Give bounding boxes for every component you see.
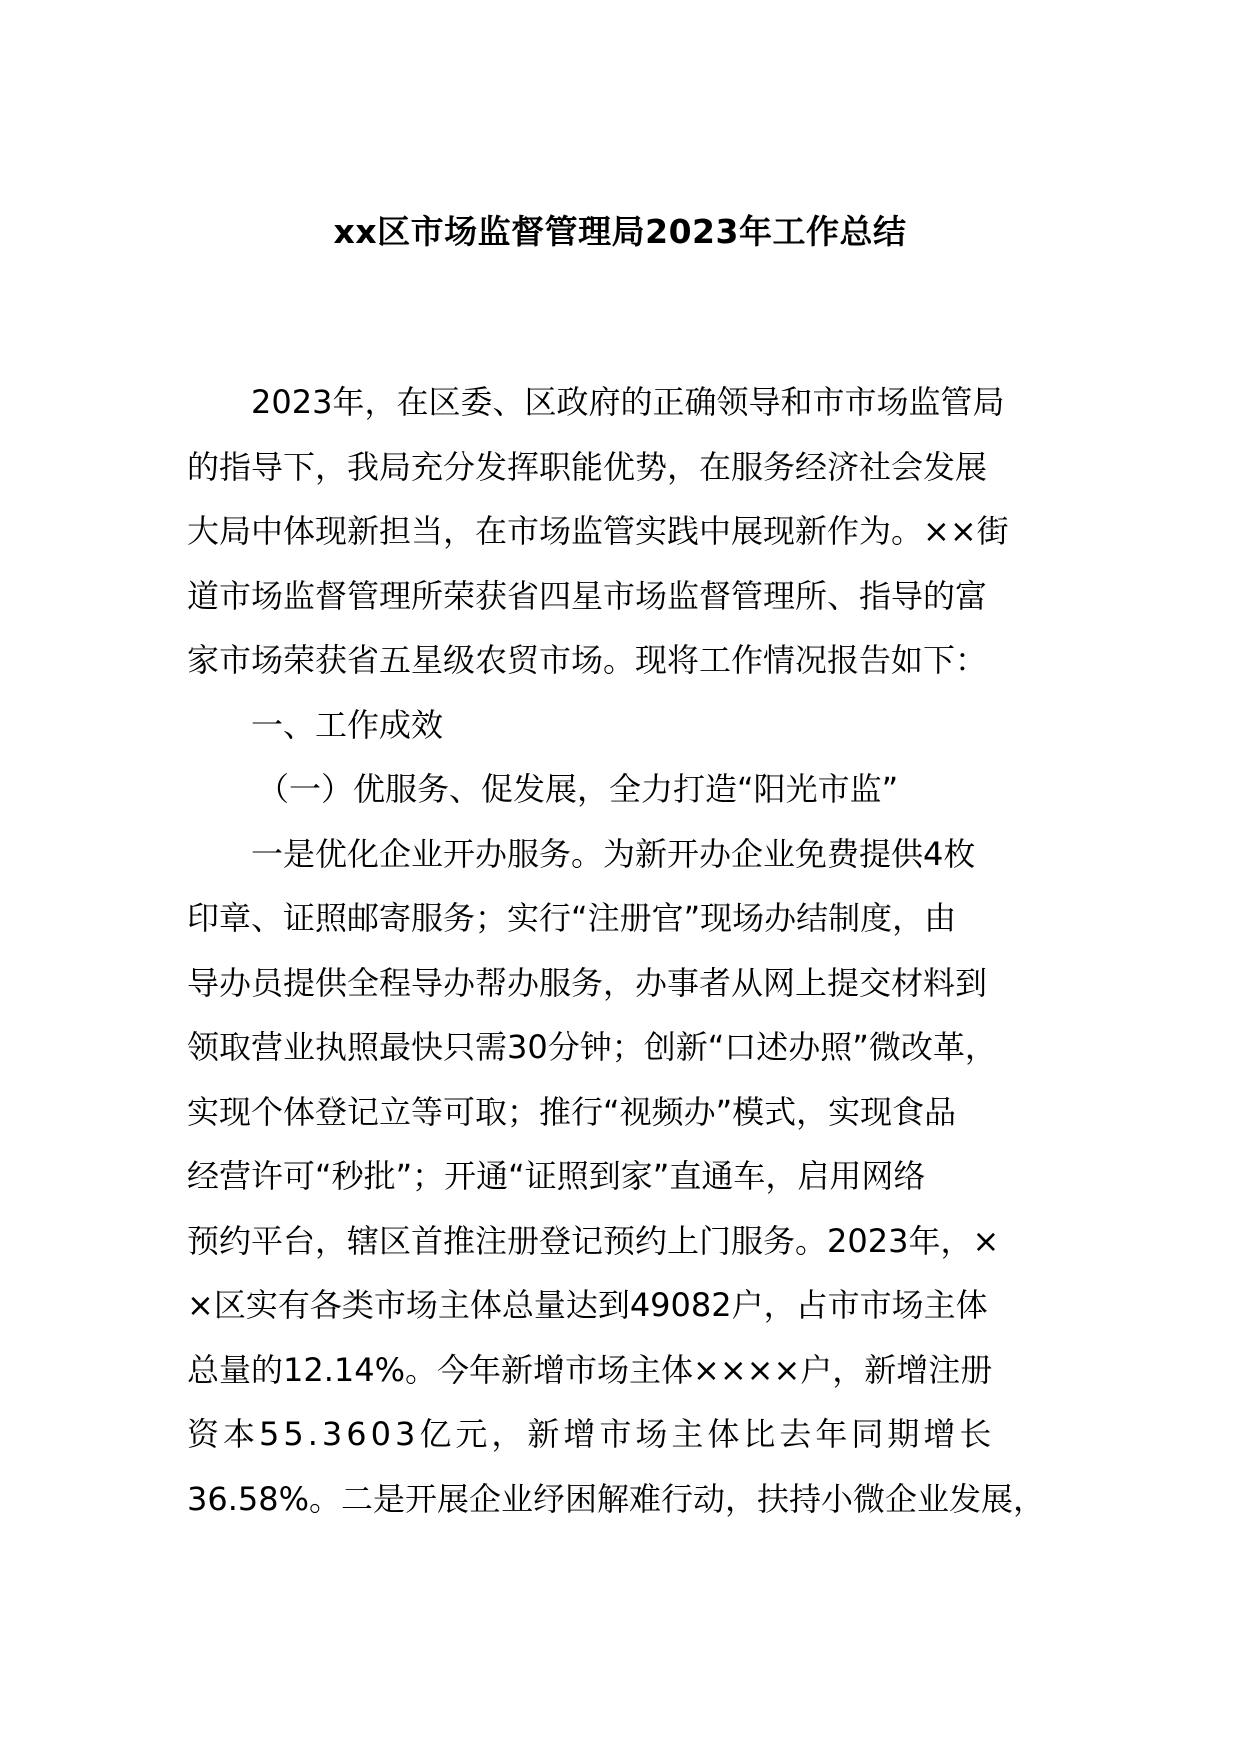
paragraph-line: 大局中体现新担当，在市场监管实践中展现新作为。××街 (187, 512, 1009, 550)
paragraph-line: ×区实有各类市场主体总量达到49082户，占市市场主体 (187, 1286, 988, 1324)
paragraph-line: 领取营业执照最快只需30分钟；创新“口述办照”微改革， (187, 1028, 997, 1066)
paragraph-line: 预约平台，辖区首推注册登记预约上门服务。2023年，× (187, 1221, 1000, 1260)
paragraph-line: 实现个体登记立等可取；推行“视频办”模式，实现食品 (187, 1092, 957, 1131)
paragraph-line: 导办员提供全程导办帮办服务，办事者从网上提交材料到 (187, 963, 988, 1002)
paragraph-line: 2023年，在区委、区政府的正确领导和市市场监管局 (251, 383, 1005, 421)
paragraph-line: 印章、证照邮寄服务；实行“注册官”现场办结制度，由 (187, 899, 957, 937)
document-body (187, 370, 1067, 1531)
paragraph-line: 36.58%。二是开展企业纾困解难行动，扶持小微企业发展， (187, 1479, 1046, 1518)
paragraph-line: 总量的12.14%。今年新增市场主体××××户，新增注册 (187, 1350, 993, 1389)
paragraph-line: 一是优化企业开办服务。为新开办企业免费提供4枚 (251, 834, 976, 873)
paragraph-line: 家市场荣获省五星级农贸市场。现将工作情况报告如下： (187, 641, 988, 679)
section-heading: 一、工作成效 (251, 705, 444, 744)
paragraph-line: 经营许可“秒批”；开通“证照到家”直通车，启用网络 (187, 1157, 926, 1195)
document-title: xx区市场监督管理局2023年工作总结 (333, 212, 907, 251)
subsection-heading: （一）优服务、促发展，全力打造“阳光市监” (257, 770, 899, 808)
paragraph-line: 道市场监督管理所荣获省四星市场监督管理所、指导的富 (187, 576, 988, 615)
paragraph-line: 的指导下，我局充分发挥职能优势，在服务经济社会发展 (187, 447, 988, 486)
paragraph-line: 资本55.3603亿元，新增市场主体比去年同期增长 (187, 1415, 996, 1453)
